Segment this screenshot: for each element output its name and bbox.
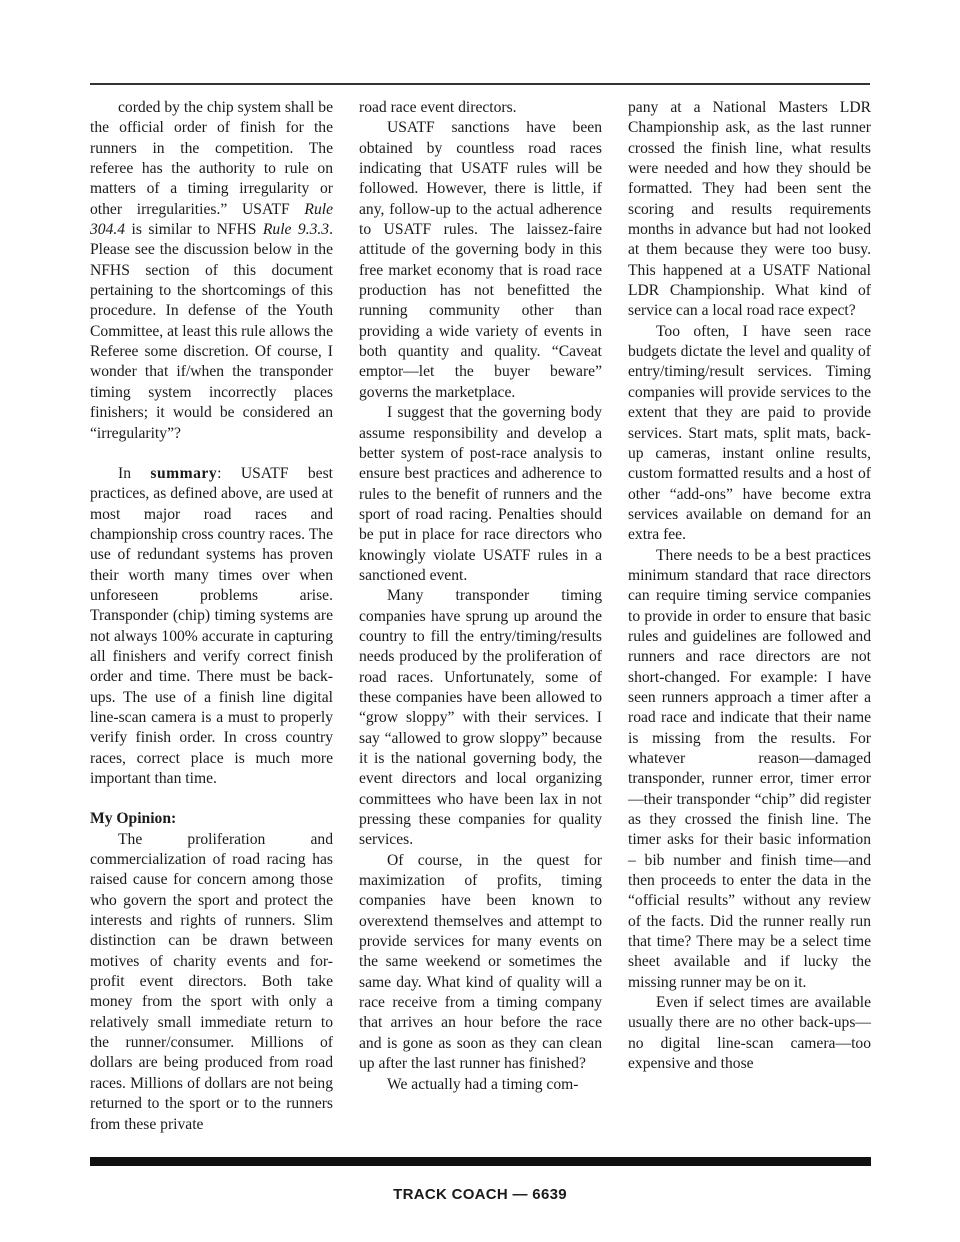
- body-paragraph: [90, 464, 333, 790]
- rule-reference: Rule 304.4: [90, 200, 333, 239]
- text-run: Of course, in the quest for maximization of profits, timing companies have been known to overextend themselves and attempt to provide services for many events on the same weekend or sometimes the same day. What kind of quality will a race receive from a timing company that arrives an hour before the race and is gone as soon as they can clean up after the last runner has finished?: [359, 851, 602, 1073]
- footer-rule: [90, 1157, 871, 1166]
- text-run: road race event directors.: [359, 99, 517, 116]
- body-paragraph: [359, 98, 602, 118]
- body-paragraph: [628, 546, 871, 994]
- text-run: Too often, I have seen race budgets dictate the level and quality of entry/timing/result services. Timing companies will provide services to the extent that they are paid to provide services. Start mats, split mats, back-up cameras, instant online results, custom formatted results and a host of other “add-ons” have become extra services available on demand for an extra fee.: [628, 322, 871, 544]
- column-2: [359, 98, 602, 1095]
- text-run: corded by the chip system shall be the official order of finish for the runners in the competition. The referee has the authority to rule on matters of a timing irregularity or other irregularities.” USATF: [90, 99, 333, 218]
- body-paragraph: [628, 322, 871, 546]
- text-run: The proliferation and commercialization of road racing has raised cause for concern among those who govern the sport and protect the interests and rights of runners. Slim distinction can be drawn between motives of charity events and for-profit event directors. Both take money from the sport with only a relatively small immediate return to the runner/consumer. Millions of dollars are being produced from road races. Millions of dollars are not being returned to the sport or to the runners from these private: [90, 830, 333, 1133]
- text-run: Many transponder timing companies have sprung up around the country to fill the entry/timing/results needs produced by the proliferation of road races. Unfortunately, some of these companies have been allowed to “grow sloppy” with their services. I say “allowed to grow sloppy” because it is the national governing body, the event directors and local organizing committees who have been lax in not pressing these companies for quality services.: [359, 587, 602, 849]
- body-paragraph: [359, 1075, 602, 1095]
- text-run: I suggest that the governing body assume responsibility and develop a better system of post-race analysis to ensure best practices and adherence to rules to the benefit of runners and the sport of road racing. Penalties should be put in place for race directors who knowingly violate USATF rules in a sanctioned event.: [359, 404, 602, 584]
- body-paragraph: [90, 98, 333, 444]
- section-heading: My Opinion:: [90, 810, 177, 828]
- bold-term: summary: [150, 464, 218, 482]
- text-run: Even if select times are available usually there are no other back-ups—no digital line-scan camera—too expensive and those: [628, 994, 871, 1073]
- top-rule: [90, 83, 870, 85]
- text-run: USATF sanctions have been obtained by countless road races indicating that USATF rules will be followed. However, there is little, if any, follow-up to the actual adherence to USATF rules. The laissez-faire attitude of the governing body in this free market economy that is road race production has not benefitted the running community other than providing a wide variety of events in both quantity and quality. “Caveat emptor—let the buyer beware” governs the marketplace.: [359, 119, 602, 401]
- text-run: is similar to NFHS: [125, 221, 263, 239]
- body-paragraph: [359, 851, 602, 1075]
- body-paragraph: [628, 98, 871, 322]
- text-run: We actually had a timing com-: [387, 1075, 579, 1093]
- text-run: . Please see the discussion below in the NFHS section of this document pertaining to the shortcomings of this procedure. In defense of the Youth Committee, at least this rule allows the Referee some discretion. Of course, I wonder that if/when the transponder timing system incorrectly places finishers; it would be considered an “irregularity”?: [90, 221, 333, 442]
- body-paragraph: [359, 586, 602, 850]
- rule-reference: Rule 9.3.3: [262, 221, 330, 239]
- body-paragraph: [90, 830, 333, 1135]
- body-paragraph: [359, 403, 602, 586]
- text-run: : USATF best practices, as defined above, are used at most major road races and championship cross country races. The use of redundant systems has proven their worth many times over when unforeseen problems arise. Transponder (chip) timing systems are not always 100% accurate in capturing all finishers and verify correct finish order and time. There must be back-ups. The use of a finish line digital line-scan camera is a must to properly verify finish order. In cross country races, correct place is much more important than time.: [90, 464, 333, 787]
- page-footer: TRACK COACH — 6639: [393, 1186, 567, 1203]
- column-3: [628, 98, 871, 1075]
- body-paragraph: [628, 993, 871, 1074]
- text-run: There needs to be a best practices minimum standard that race directors can require timing service companies to provide in order to ensure that basic rules and guidelines are followed and runners and race directors are not short-changed. For example: I have seen runners approach a timer after a road race and indicate that their name is missing from the results. For whatever reason—damaged transponder, runner error, timer error—their transponder “chip” did register as they crossed the finish line. The timer asks for their basic information – bib number and finish time—and then proceeds to enter the data in the “official results” without any review of the facts. Did the runner really run that time? There may be a select time sheet available and if lucky the missing runner may be on it.: [628, 546, 871, 991]
- text-run: In: [118, 464, 151, 482]
- body-paragraph: [359, 118, 602, 403]
- column-1: [90, 98, 333, 1135]
- text-run: pany at a National Masters LDR Championship ask, as the last runner crossed the finish line, what results were needed and how they should be formatted. They had been sent the scoring and results requirements months in advance but had not looked at them because they were too busy. This happened at a USATF National LDR Championship. What kind of service can a local road race expect?: [628, 99, 871, 320]
